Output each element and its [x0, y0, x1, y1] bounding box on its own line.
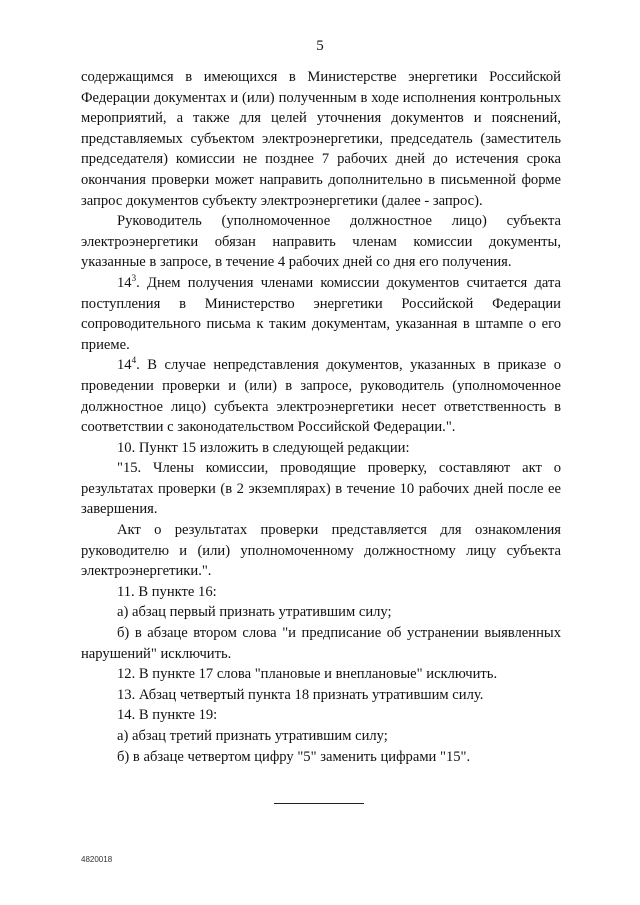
clause-number: 14	[117, 274, 132, 291]
document-body	[81, 67, 561, 767]
paragraph-item-14-b: б) в абзаце четвертом цифру "5" заменить цифрами "15".	[117, 748, 471, 765]
paragraph-item-11: 11. В пункте 16:	[117, 583, 217, 600]
clause-superscript: 3	[131, 273, 137, 284]
paragraph-14-4	[81, 355, 561, 437]
paragraph-item-14-a: а) абзац третий признать утратившим силу;	[117, 728, 388, 744]
clause-superscript: 4	[131, 355, 137, 366]
paragraph-item-13: 13. Абзац четвертый пункта 18 признать утратившим силу.	[117, 686, 484, 703]
paragraph-item-11-b: б) в абзаце втором слова "и предписание об устранении выявленных нарушений" исключить.	[81, 625, 561, 662]
page-number: 5	[316, 38, 324, 54]
paragraph-item-11-a: а) абзац первый признать утратившим силу;	[117, 604, 392, 621]
clause-number: 14	[117, 357, 132, 374]
document-code: 4820018	[81, 855, 113, 864]
paragraph-item-12: 12. В пункте 17 слова "плановые и внеплановые" исключить.	[117, 666, 498, 683]
paragraph-act-presented: Акт о результатах проверки представляется для ознакомления руководителю и (или) уполномоченному должностному лицу субъекта электроэнергетики.".	[81, 522, 561, 580]
paragraph-head-obligation: Руководитель (уполномоченное должностное лицо) субъекта электроэнергетики обязан направить членам комиссии документы, указанные в запросе, в течение 4 рабочих дней со дня его получения.	[81, 213, 561, 271]
paragraph-item-15-new: "15. Члены комиссии, проводящие проверку, составляют акт о результатах проверки (в 2 экземплярах) в течение 10 рабочих дней после ее завершения.	[81, 460, 561, 518]
paragraph-continuation: содержащимся в имеющихся в Министерстве энергетики Российской Федерации документах и (или) полученным в ходе исполнения контрольных мероприятий, а также для целей уточнения документов и пояснений, представляемых субъектом электроэнергетики, председатель (заместитель председателя) комиссии не позднее 7 рабочих дней до истечения срока окончания проверки может направить дополнительно в письменной форме запрос документов субъекту электроэнергетики (далее - запрос).	[81, 69, 561, 209]
paragraph-14-3	[81, 273, 561, 355]
end-rule-divider	[274, 803, 364, 804]
clause-text: . Днем получения членами комиссии документов считается дата поступления в Министерство энергетики Российской Федерации сопроводительного письма к таким документам, указанная в штампе о его приеме.	[81, 274, 561, 353]
clause-text: . В случае непредставления документов, указанных в приказе о проведении проверки и (или) в запросе, руководитель (уполномоченное должностное лицо) субъекта электроэнергетики несет ответственность в соответствии с законодательством Российской Федерации.".	[81, 357, 561, 436]
paragraph-item-14: 14. В пункте 19:	[117, 707, 218, 724]
paragraph-item-10: 10. Пункт 15 изложить в следующей редакции:	[117, 439, 410, 456]
